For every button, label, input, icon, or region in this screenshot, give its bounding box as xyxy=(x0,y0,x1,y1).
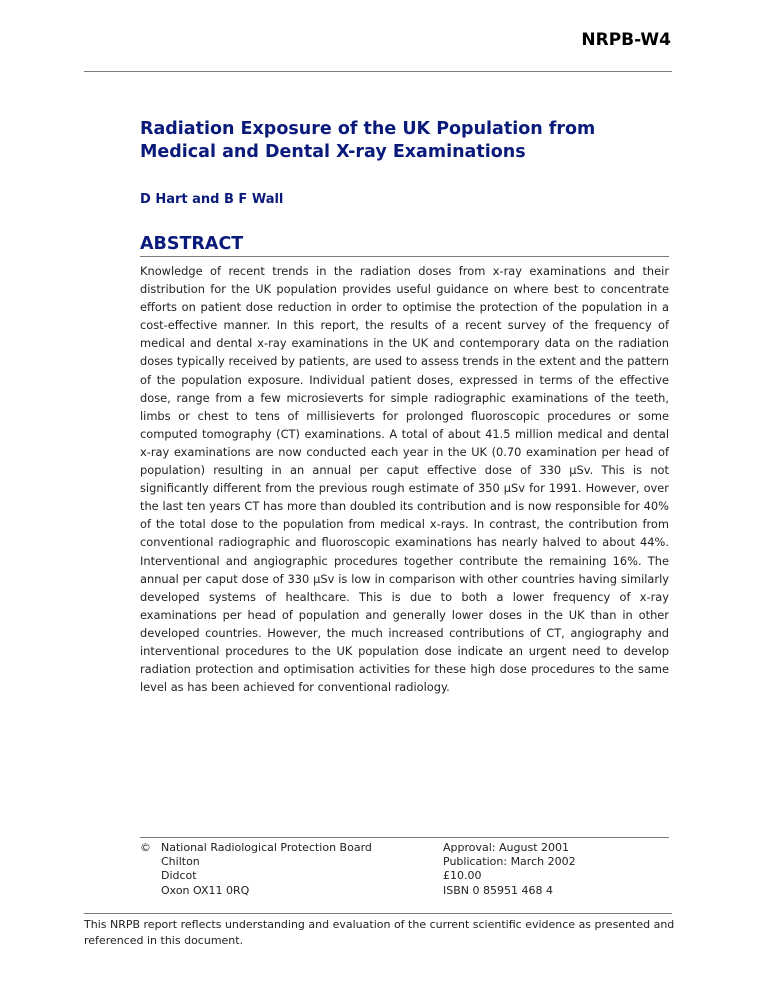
document-title xyxy=(140,118,660,164)
publisher-address-line: Oxon OX11 0RQ xyxy=(161,883,250,897)
approval-date: Approval: August 2001 xyxy=(443,841,569,854)
price: £10.00 xyxy=(443,869,482,883)
publisher-address-line: Chilton xyxy=(161,855,200,869)
header-rule xyxy=(84,71,672,72)
report-code: NRPB-W4 xyxy=(581,30,671,50)
abstract-heading: ABSTRACT xyxy=(140,234,244,254)
authors: D Hart and B F Wall xyxy=(140,192,284,207)
isbn: ISBN 0 85951 468 4 xyxy=(443,883,553,897)
footer-rule xyxy=(140,837,669,838)
bottom-rule xyxy=(84,913,672,914)
disclaimer: This NRPB report reflects understanding and evaluation of the current scientific evidence as presented and referenced in this document. xyxy=(84,918,675,947)
abstract-rule xyxy=(140,256,669,257)
title-line-1: Radiation Exposure of the UK Population from xyxy=(140,119,596,139)
title-line-2: Medical and Dental X-ray Examinations xyxy=(140,142,526,162)
abstract-body: Knowledge of recent trends in the radiation doses from x-ray examinations and their distribution for the UK population provides useful guidance on where best to concentrate efforts on patient dose reduction in order to optimise the protection of the population in a cost-effective manner. In this report, the results of a recent survey of the frequency of medical and dental x-ray examinations in the UK and contemporary data on the radiation doses typically received by patients, are used to assess trends in the extent and the pattern of the population exposure. Individual patient doses, expressed in terms of the effective dose, range from a few microsieverts for simple radiographic examinations of the teeth, limbs or chest to tens of millisieverts for prolonged fluoroscopic procedures or some computed tomography (CT) examinations. A total of about 41.5 million medical and dental x-ray examinations are now conducted each year in the UK (0.70 examination per head of population) resulting in an annual per caput effective dose of 330 µSv. This is not significantly different from the previous rough estimate of 350 µSv for 1991. However, over the last ten years CT has more than doubled its contribution and is now responsible for 40% of the total dose to the population from medical x-rays. In contrast, the contribution from conventional radiographic and fluoroscopic examinations has nearly halved to about 44%. Interventional and angiographic procedures together contribute the remaining 16%. The annual per caput dose of 330 µSv is low in comparison with other countries having similarly developed systems of healthcare. This is due to both a lower frequency of x-ray examinations per head of population and generally lower doses in the UK than in other developed countries. However, the much increased contributions of CT, angiography and interventional procedures to the UK population dose indicate an urgent need to develop radiation protection and optimisation activities for these high dose procedures to the same level as has been achieved for conventional radiology. xyxy=(140,264,669,695)
publisher-address-line: Didcot xyxy=(161,869,197,883)
copyright-symbol: © xyxy=(140,841,151,854)
publisher-block xyxy=(140,841,410,898)
publication-details xyxy=(443,841,576,898)
publisher-name: National Radiological Protection Board xyxy=(161,841,372,854)
publication-date: Publication: March 2002 xyxy=(443,855,576,869)
